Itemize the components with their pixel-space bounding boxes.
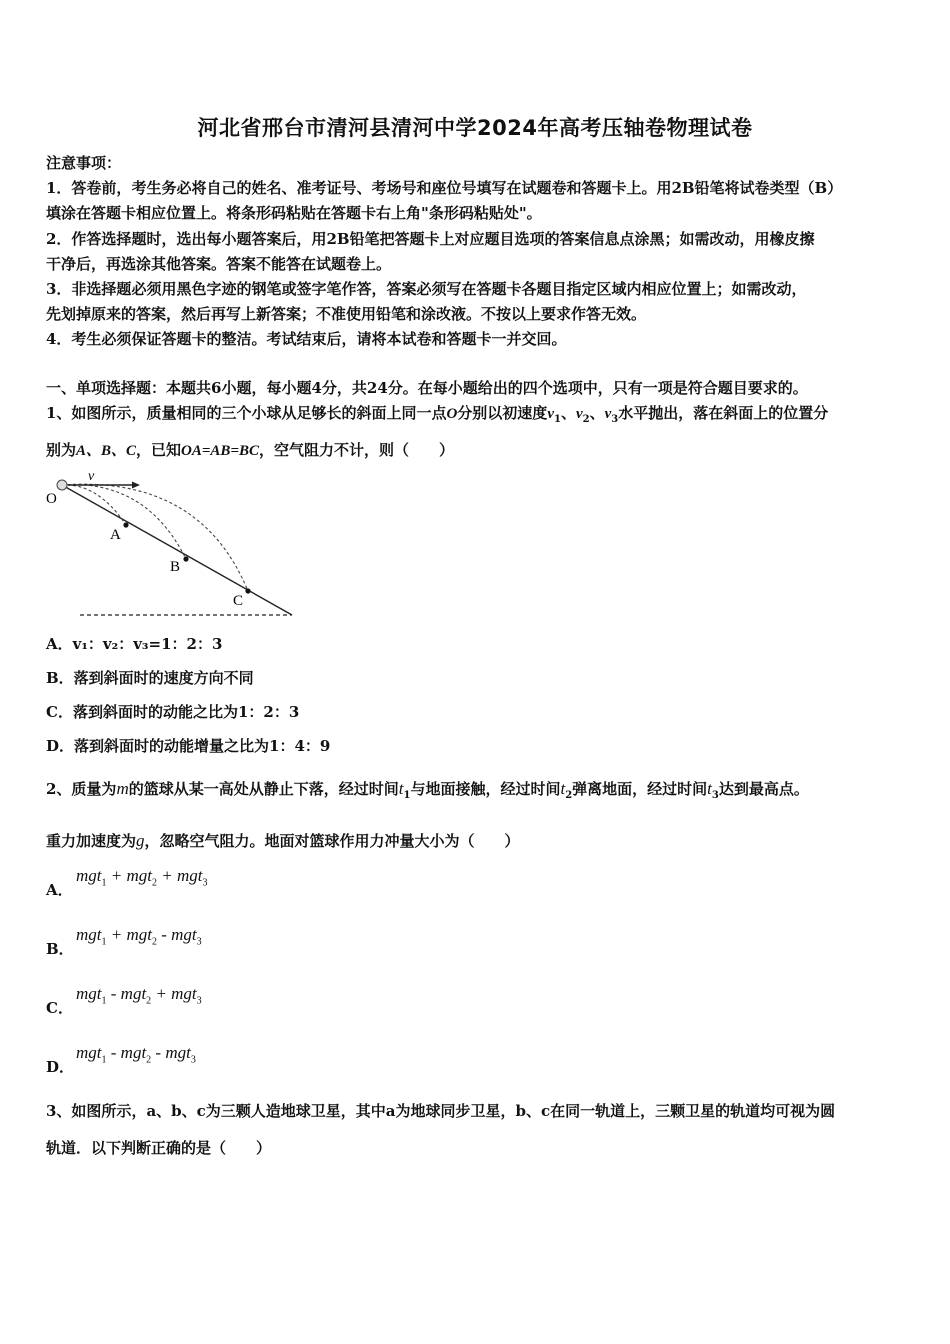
label-c: C xyxy=(233,593,244,609)
q2-option-d[interactable]: D．mgt$_1$ - mgt$_2$ - mgt$_3$ xyxy=(46,1043,196,1076)
label-b: B xyxy=(170,559,181,575)
label-a: A xyxy=(110,527,121,543)
notice-line: 2．作答选择题时，选出每小题答案后，用2B铅笔把答题卡上对应题目选项的答案信息点涂黑；如需改动，用橡皮擦 xyxy=(46,230,815,248)
q1-stem-line1: 1、如图所示，质量相同的三个小球从足够长的斜面上同一点O分别以初速度$v_1$、$v_2$、$v_3$水平抛出，落在斜面上的位置分 xyxy=(46,404,829,425)
notice-line: 干净后，再选涂其他答案。答案不能答在试题卷上。 xyxy=(46,255,392,273)
ball xyxy=(57,480,67,490)
q3-stem-line1: 3、如图所示，a、b、c为三颗人造地球卫星，其中a为地球同步卫星，b、c在同一轨道上，三颗卫星的轨道均可视为圆 xyxy=(46,1102,836,1120)
q2-option-c[interactable]: C．mgt$_1$ - mgt$_2$ + mgt$_3$ xyxy=(46,984,202,1017)
q2-option-a[interactable]: A．mgt$_1$ + mgt$_2$ + mgt$_3$ xyxy=(46,866,208,899)
q2-option-b[interactable]: B．mgt$_1$ + mgt$_2$ - mgt$_3$ xyxy=(46,925,202,958)
point-c xyxy=(245,588,250,593)
point-b xyxy=(183,556,188,561)
label-o: O xyxy=(46,491,57,507)
q2-stem-line1: 2、质量为m的篮球从某一高处从静止下落，经过时间$t_1$与地面接触，经过时间$t_2$弹离地面，经过时间$t_3$达到最高点。 xyxy=(46,779,809,801)
page-title: 河北省邢台市清河县清河中学2024年高考压轴卷物理试卷 xyxy=(197,116,753,140)
notice-line: 1．答卷前，考生务必将自己的姓名、准考证号、考场号和座位号填写在试题卷和答题卡上。用2B铅笔将试卷类型（B） xyxy=(46,179,843,197)
q1-option-a[interactable]: A．v₁：v₂：v₃=1：2：3 xyxy=(46,635,223,653)
label-v: v xyxy=(88,469,95,484)
notice-line: 填涂在答题卡相应位置上。将条形码粘贴在答题卡右上角"条形码粘贴处"。 xyxy=(46,204,542,222)
q2-stem-line2: 重力加速度为g，忽略空气阻力。地面对篮球作用力冲量大小为（ ） xyxy=(46,831,520,850)
arrow-head xyxy=(132,482,140,489)
q1-incline-figure xyxy=(40,465,310,625)
q3-stem-line2: 轨道．以下判断正确的是（ ） xyxy=(46,1139,272,1157)
notice-heading: 注意事项： xyxy=(46,154,122,172)
notice-line: 3．非选择题必须用黑色字迹的钢笔或签字笔作答，答案必须写在答题卡各题目指定区域内相应位置上；如需改动， xyxy=(46,280,807,298)
q1-option-d[interactable]: D．落到斜面时的动能增量之比为1：4：9 xyxy=(46,737,331,755)
q1-option-c[interactable]: C．落到斜面时的动能之比为1：2：3 xyxy=(46,703,300,721)
point-a xyxy=(123,522,128,527)
notice-line: 先划掉原来的答案，然后再写上新答案；不准使用铅笔和涂改液。不按以上要求作答无效。 xyxy=(46,305,647,323)
section-heading: 一、单项选择题：本题共6小题，每小题4分，共24分。在每小题给出的四个选项中，只有一项是符合题目要求的。 xyxy=(46,379,808,397)
q1-option-b[interactable]: B．落到斜面时的速度方向不同 xyxy=(46,669,254,687)
incline-line xyxy=(62,485,292,615)
q1-stem-line2: 别为A、B、C，已知OA=AB=BC，空气阻力不计，则（ ） xyxy=(46,441,455,459)
notice-line: 4．考生必须保证答题卡的整洁。考试结束后，请将本试卷和答题卡一并交回。 xyxy=(46,330,567,348)
